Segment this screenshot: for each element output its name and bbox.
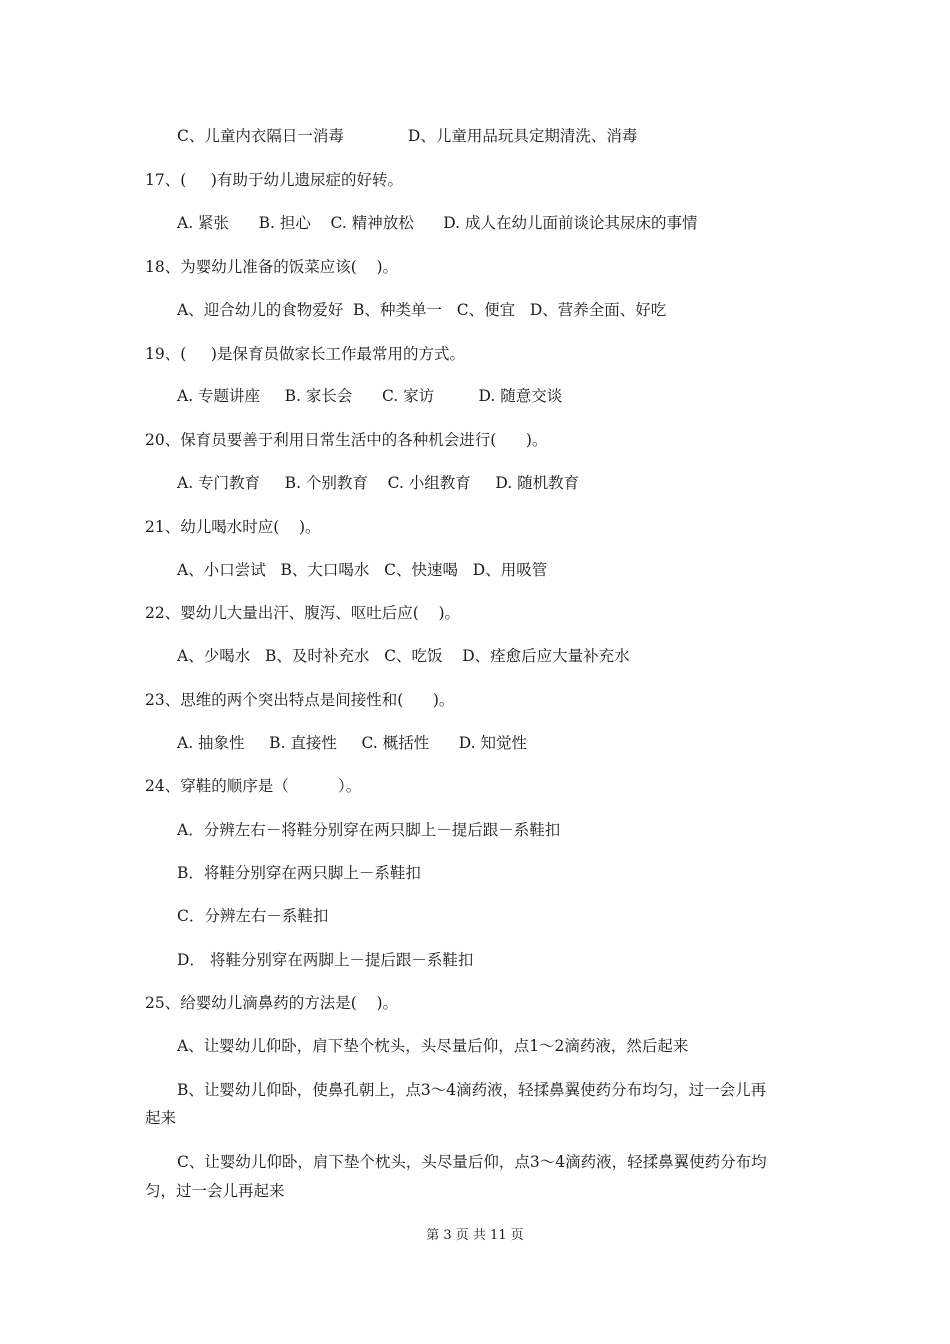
options-19: A. 专题讲座 B. 家长会 C. 家访 D. 随意交谈 [177,387,563,405]
question-25: 25、给婴幼儿滴鼻药的方法是( )。 [145,994,399,1012]
option-25-c-cont: 匀，过一会儿再起来 [145,1182,285,1200]
option-24-d: D． 将鞋分别穿在两脚上－提后跟－系鞋扣 [177,951,474,969]
options-17: A. 紧张 B. 担心 C. 精神放松 D. 成人在幼儿面前谈论其尿床的事情 [177,214,698,232]
option-25-b: B、让婴幼儿仰卧，使鼻孔朝上，点3～4滴药液，轻揉鼻翼使药分布均匀，过一会儿再 [177,1081,767,1099]
question-17: 17、( )有助于幼儿遗尿症的好转。 [145,171,403,189]
options-20: A. 专门教育 B. 个别教育 C. 小组教育 D. 随机教育 [177,474,580,492]
question-20: 20、保育员要善于利用日常生活中的各种机会进行( )。 [145,431,548,449]
page-footer: 第 3 页 共 11 页 [426,1228,524,1243]
options-21: A、小口尝试 B、大口喝水 C、快速喝 D、用吸管 [177,561,548,579]
question-24: 24、穿鞋的顺序是（ ）。 [145,777,362,795]
options-22: A、少喝水 B、及时补充水 C、吃饭 D、痊愈后应大量补充水 [177,647,630,665]
question-19: 19、( )是保育员做家长工作最常用的方式。 [145,345,465,363]
option-25-a: A、让婴幼儿仰卧，肩下垫个枕头，头尽量后仰，点1～2滴药液，然后起来 [177,1037,689,1055]
question-21: 21、幼儿喝水时应( )。 [145,518,321,536]
options-18: A、迎合幼儿的食物爱好 B、种类单一 C、便宜 D、营养全面、好吃 [177,301,667,319]
option-24-c: C．分辨左右－系鞋扣 [177,907,329,925]
option-25-b-cont: 起来 [145,1109,177,1127]
option-line-16-cd: C、儿童内衣隔日一消毒 D、儿童用品玩具定期清洗、消毒 [177,127,638,145]
option-25-c: C、让婴幼儿仰卧，肩下垫个枕头，头尽量后仰，点3～4滴药液，轻揉鼻翼使药分布均 [177,1153,767,1171]
question-23: 23、思维的两个突出特点是间接性和( )。 [145,691,455,709]
question-18: 18、为婴幼儿准备的饭菜应该( )。 [145,258,399,276]
question-22: 22、婴幼儿大量出汗、腹泻、呕吐后应( )。 [145,604,461,622]
option-24-a: A．分辨左右－将鞋分别穿在两只脚上－提后跟－系鞋扣 [177,821,561,839]
option-24-b: B．将鞋分别穿在两只脚上－系鞋扣 [177,864,421,882]
options-23: A. 抽象性 B. 直接性 C. 概括性 D. 知觉性 [177,734,528,752]
